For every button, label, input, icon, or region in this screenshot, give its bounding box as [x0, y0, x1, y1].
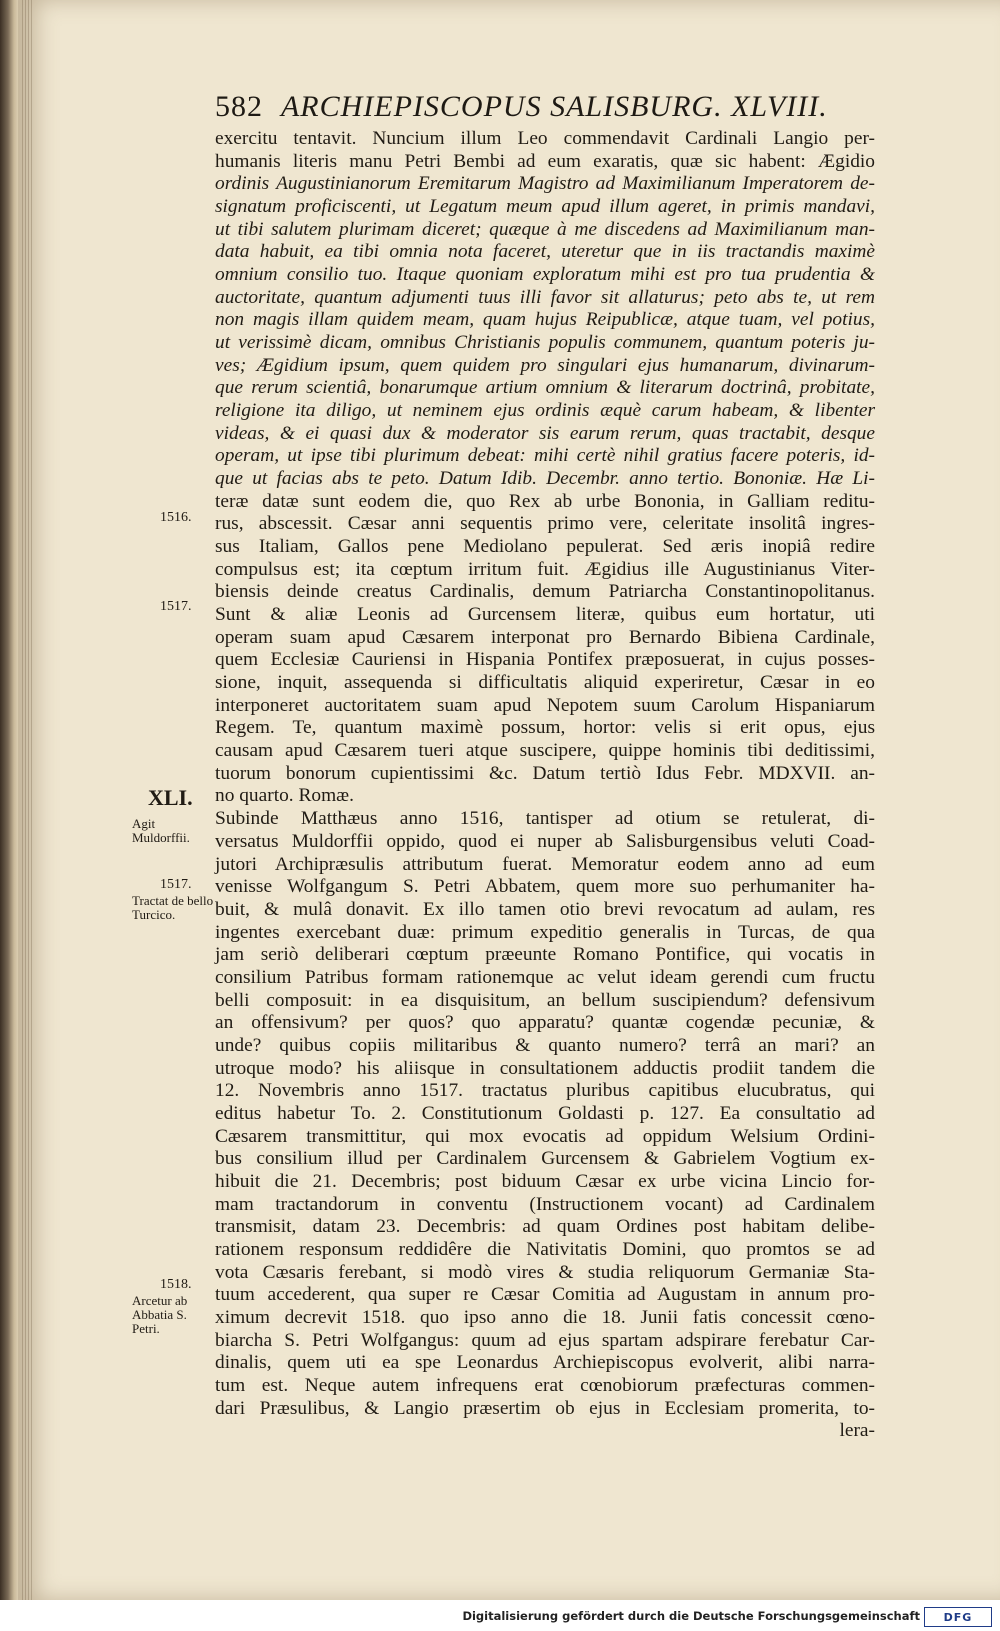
margin-note-turcico: Tractat de bello Turcico.	[132, 893, 214, 922]
text-line: data habuit, ea tibi omnia nota faceret, uteretur que in iis tractandis maximè	[215, 241, 875, 263]
running-title: ARCHIEPISCOPUS SALISBURG. XLVIII.	[280, 90, 828, 123]
text-line: jutori Archipræsulis attributum fuerat. Memoratur eodem anno ad eum	[215, 853, 875, 875]
text-line: ximum decrevit 1518. quo ipso anno die 18. Junii fatis concessit cœno-	[215, 1306, 875, 1328]
text-line: que rerum scientiâ, bonarumque artium omnium & literarum doctrinâ, probitate,	[215, 377, 875, 399]
text-line: dari Præsulibus, & Langio præsertim ob ejus in Ecclesiam promerita, to-	[215, 1397, 875, 1419]
text-line: bus consilium illud per Cardinalem Gurcensem & Gabrielem Vogtium ex-	[215, 1148, 875, 1170]
text-line: belli composuit: in ea disquisitum, an bellum suscipiendum? defensivum	[215, 989, 875, 1011]
text-line: auctoritate, quantum adjumenti tuus illi favor sit allaturus; peto abs te, ut rem	[215, 286, 875, 308]
text-line: operam suam apud Cæsarem interponat pro Bernardo Bibiena Cardinale,	[215, 626, 875, 648]
text-line: religione ita diligo, ut neminem ejus ordinis æquè carum habeam, & libenter	[215, 400, 875, 422]
text-line: ut verissimè dicam, omnibus Christianis populis communem, quantum poteris ju-	[215, 332, 875, 354]
page-edge	[22, 0, 34, 1600]
text-line: ut tibi salutem plurimam diceret; quæque à me discedens ad Maximilianum man-	[215, 218, 875, 240]
text-line: unde? quibus copiis militaribus & quanto numero? terrâ an mari? an	[215, 1034, 875, 1056]
text-line: mam tractandorum in conventu (Instructionem vocant) ad Cardinalem	[215, 1193, 875, 1215]
text-line: Sunt & aliæ Leonis ad Gurcensem literæ, quibus eum hortatur, uti	[215, 604, 875, 626]
text-line: tuorum bonorum cupientissimi &c. Datum tertiò Idus Febr. MDXVII. an-	[215, 762, 875, 784]
text-line: versatus Muldorffii oppido, quod ei nuper ab Salisburgensibus veluti Coad-	[215, 830, 875, 852]
text-line: vota Cæsaris ferebant, si modò vires & studia reliquorum Germaniæ Sta-	[215, 1261, 875, 1283]
dfg-logo: DFG	[924, 1607, 992, 1627]
text-line: lera-	[839, 1420, 875, 1442]
text-line: dinalis, quem uti ea spe Leonardus Archiepiscopus evolverit, alibi narra-	[215, 1352, 875, 1374]
text-line: rus, abscessit. Cæsar anni sequentis primo vere, celeritate insolitâ ingres-	[215, 513, 875, 535]
text-line: Regem. Te, quantum maximè possum, hortor: velis si erit opus, ejus	[215, 717, 875, 739]
text-line: sione, inquit, assequenda si difficultatis aliquid experiretur, Cæsar in eo	[215, 672, 875, 694]
text-line: buit, & mulâ donavit. Ex illo tamen otio brevi revocatum ad aulam, res	[215, 898, 875, 920]
text-line: biarcha S. Petri Wolfgangus: quum ad ejus spartam adspirare ferebatur Car-	[215, 1329, 875, 1351]
text-line: ordinis Augustinianorum Eremitarum Magistro ad Maximilianum Imperatorem de-	[215, 173, 875, 195]
margin-note-muldorffii: Agit Muldorffii.	[132, 816, 190, 845]
text-line: rationem responsum reddidêre die Nativitatis Domini, quo promtos se ad	[215, 1238, 875, 1260]
text-line: ingentes exercebant duæ: primum expeditio generalis in Turcas, de qua	[215, 921, 875, 943]
text-line: editus habetur To. 2. Constitutionum Goldasti p. 127. Ea consultatio ad	[215, 1102, 875, 1124]
footer-bar	[0, 1600, 1000, 1631]
footer-credit: Digitalisierung gefördert durch die Deutsche Forschungsgemeinschaft	[462, 1609, 920, 1623]
text-line: non magis illam quidem meam, quam hujus Reipublicæ, atque tuam, vel potius,	[215, 309, 875, 331]
margin-year-1516: 1516.	[160, 510, 192, 525]
text-line: compulsus est; ita cœptum irritum fuit. Ægidius ille Augustinianus Viter-	[215, 558, 875, 580]
text-line: utroque modo? his aliisque in consultationem adductis prodiit tandem die	[215, 1057, 875, 1079]
text-line: venisse Wolfgangum S. Petri Abbatem, quem more suo perhumaniter ha-	[215, 876, 875, 898]
text-line: no quarto. Romæ.	[215, 785, 354, 807]
text-line: ves; Ægidium ipsum, quem quidem pro singulari ejus humanarum, divinarum-	[215, 354, 875, 376]
text-line: omnium consilio tuo. Itaque quoniam exploratum mihi est pro tua prudentia &	[215, 264, 875, 286]
text-line: consilium Patribus formam rationemque ac velut ideam gerendi cum fructu	[215, 966, 875, 988]
body-text	[215, 128, 875, 1443]
text-line: teræ datæ sunt eodem die, quo Rex ab urbe Bononia, in Galliam reditu-	[215, 490, 875, 512]
margin-year-1518: 1518.	[160, 1277, 192, 1292]
text-line: Subinde Matthæus anno 1516, tantisper ad otium se retulerat, di-	[215, 808, 875, 830]
text-line: causam apud Cæsarem tueri atque suscipere, quippe hominis tibi deditissimi,	[215, 740, 875, 762]
margin-year-1517: 1517.	[160, 599, 192, 614]
text-line: jam seriò deliberari cœptum præeunte Romano Pontifice, qui vocatis in	[215, 944, 875, 966]
section-number: XLI.	[148, 785, 193, 810]
page-number: 582	[215, 90, 263, 123]
text-line: tuum accederent, qua super re Cæsar Comitia ad Augustam in annum pro-	[215, 1284, 875, 1306]
text-line: an offensivum? per quos? quo apparatu? quantæ cogendæ pecuniæ, &	[215, 1012, 875, 1034]
text-line: interponeret auctoritatem suam apud Nepotem suum Carolum Hispaniarum	[215, 694, 875, 716]
text-line: 12. Novembris anno 1517. tractatus pluribus capitibus elucubratus, qui	[215, 1080, 875, 1102]
text-line: exercitu tentavit. Nuncium illum Leo commendavit Cardinali Langio per-	[215, 128, 875, 149]
text-line: hibuit die 21. Decembris; post biduum Cæsar ex urbe vicina Lincio for-	[215, 1170, 875, 1192]
text-line: operam, ut ipse tibi plurimum debeat: mihi certè nihil gratius facere poteris, id-	[215, 445, 875, 467]
text-line: quem Ecclesiæ Cauriensi in Hispania Pontifex præposuerat, in cujus posses-	[215, 649, 875, 671]
margin-year-1517-b: 1517.	[160, 877, 192, 892]
running-head	[215, 90, 855, 124]
text-line: videas, & ei quasi dux & moderator sis earum rerum, quas tractabit, desque	[215, 422, 875, 444]
text-line: que ut facias abs te peto. Datum Idib. Decembr. anno tertio. Bononiæ. Hæ Li-	[215, 468, 875, 490]
text-line: humanis literis manu Petri Bembi ad eum exaratis, quæ sic habent: Ægidio	[215, 150, 875, 172]
text-line: biensis deinde creatus Cardinalis, demum Patriarcha Constantinopolitanus.	[215, 581, 875, 603]
margin-note-arcetur: Arcetur ab Abbatia S. Petri.	[132, 1293, 188, 1336]
book-spine	[0, 0, 20, 1631]
text-line: signatum proficiscenti, ut Legatum meum apud illum ageret, in primis mandavi,	[215, 196, 875, 218]
text-line: transmisit, datam 23. Decembris: ad quam Ordines post habitam delibe-	[215, 1216, 875, 1238]
text-line: tum est. Neque autem infrequens erat cœnobiorum præfecturas commen-	[215, 1374, 875, 1396]
text-line: Cæsarem transmittitur, qui mox evocatis ad oppidum Welsium Ordini-	[215, 1125, 875, 1147]
text-line: sus Italiam, Gallos pene Mediolano pepulerat. Sed æris inopiâ redire	[215, 536, 875, 558]
